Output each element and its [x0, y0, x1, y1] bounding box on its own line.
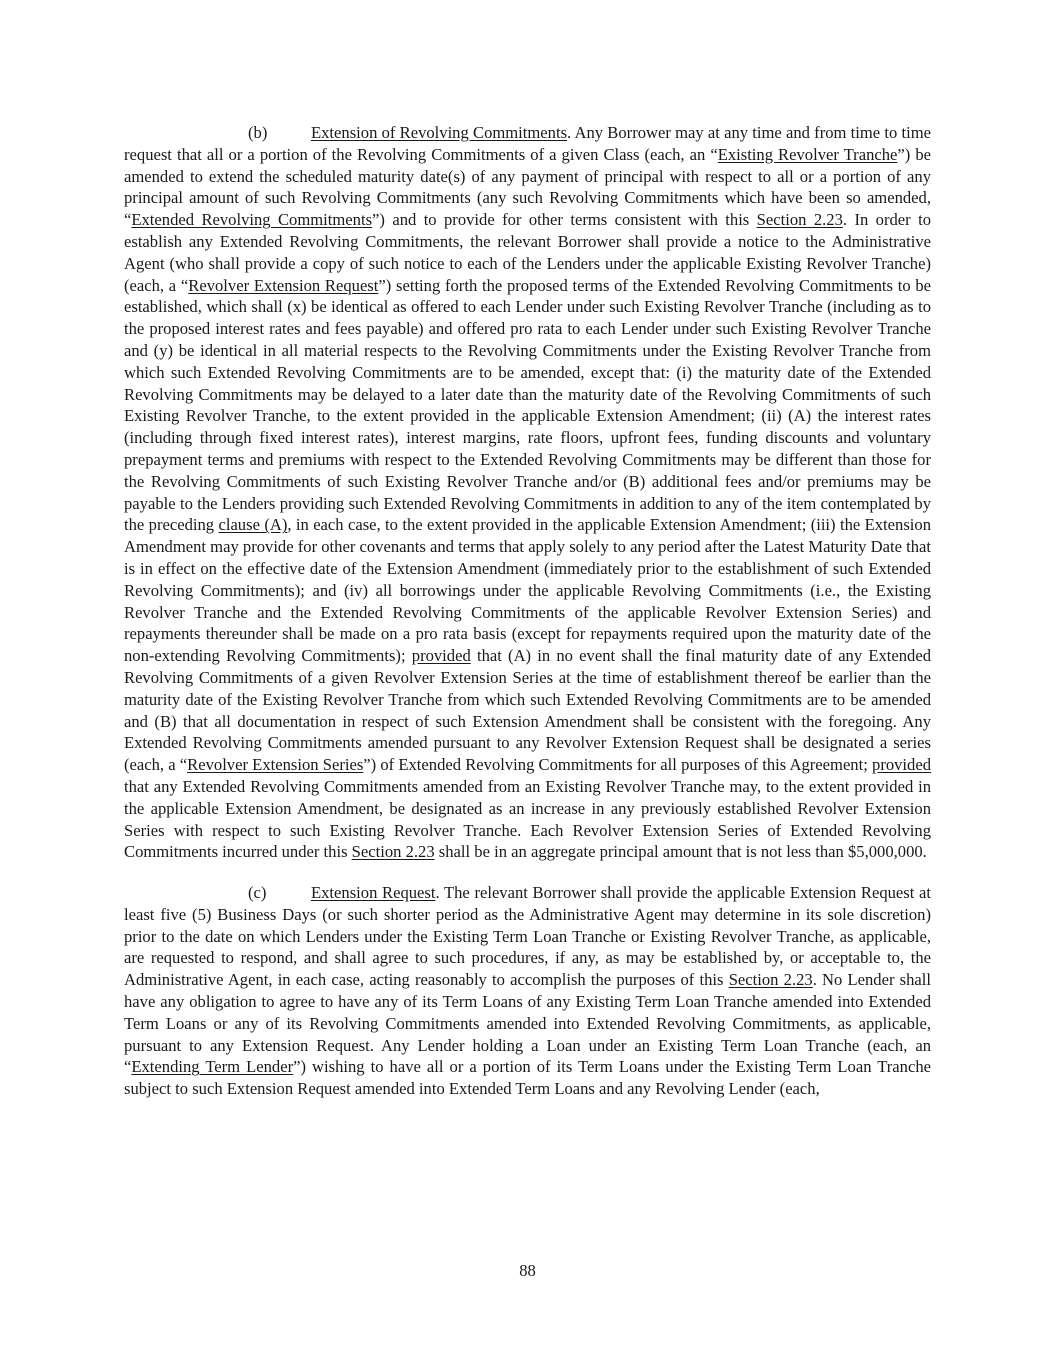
- clause-reference: clause (A): [218, 515, 288, 535]
- proviso-term: provided: [411, 646, 471, 666]
- section-heading: Extension Request: [311, 883, 436, 903]
- body-text: ”) of Extended Revolving Commitments for all purposes of this Agreement;: [363, 755, 873, 775]
- section-reference: Section 2.23: [351, 842, 435, 862]
- body-text: . In order to establish any Extended Revolving Commitments, the relevant Borrower shall provide a notice to the Administrative Agent (who shall provide a copy of such notice to each of the Lenders under the applicable Existing Revolver Tranche) (each, a “: [124, 210, 931, 295]
- defined-term: Extending Term Lender: [131, 1057, 294, 1077]
- defined-term: Extended Revolving Commitments: [131, 210, 373, 230]
- body-text: ”) setting forth the proposed terms of the Extended Revolving Commitments to be established, which shall (x) be identical as offered to each Lender under such Existing Revolver Tranche (including as to the proposed interest rates and fees payable) and offered pro rata to each Lender under such Existing Revolver Tranche and (y) be identical in all material respects to the Revolving Commitments under the Existing Revolver Tranche from which such Extended Revolving Commitments are to be amended, except that: (i) the maturity date of the Extended Revolving Commitments may be delayed to a later date than the maturity date of the Revolving Commitments of such Existing Revolver Tranche, to the extent provided in the applicable Extension Amendment; (ii) (A) the interest rates (including through fixed interest rates), interest margins, rate floors, upfront fees, funding discounts and voluntary prepayment terms and premiums with respect to the Extended Revolving Commitments may be different than those for the Revolving Commitments of such Existing Revolver Tranche and/or (B) additional fees and/or premiums may be payable to the Lenders providing such Extended Revolving Commitments in addition to any of the item contemplated by the preceding: [124, 275, 932, 535]
- proviso-term: provided: [872, 755, 932, 775]
- paragraph-c: [124, 882, 931, 1100]
- body-text: that (A) in no event shall the final maturity date of any Extended Revolving Commitments of a given Revolver Extension Series at the time of establishment thereof be earlier than the maturity date of the Existing Revolver Tranche from which such Extended Revolving Commitments are to be amended and (B) that all documentation in respect of such Extension Amendment shall be consistent with the foregoing. Any Extended Revolving Commitments amended pursuant to any Revolver Extension Request shall be designated a series (each, a “: [124, 646, 932, 775]
- body-text: ”) and to provide for other terms consistent with this: [372, 210, 757, 230]
- defined-term: Existing Revolver Tranche: [717, 144, 898, 164]
- section-reference: Section 2.23: [756, 210, 843, 230]
- body-text: . Any Borrower may at any time and from time to time request that all or a portion of the Revolving Commitments of a given Class (each, an “: [124, 123, 932, 164]
- body-text: ”) be amended to extend the scheduled maturity date(s) of any payment of principal with respect to all or a portion of any principal amount of such Revolving Commitments (any such Revolving Commitments which have been so amended, “: [124, 144, 932, 230]
- body-text: ”) wishing to have all or a portion of its Term Loans under the Existing Term Loan Tranche subject to such Extension Request amended into Extended Term Loans and any Revolving Lender (each,: [124, 1057, 931, 1099]
- body-text: . No Lender shall have any obligation to agree to have any of its Term Loans of any Existing Term Loan Tranche amended into Extended Term Loans or any of its Revolving Commitments amended into Extended Revolving Commitments, as applicable, pursuant to any Extension Request. Any Lender holding a Loan under an Existing Term Loan Tranche (each, an “: [124, 970, 931, 1077]
- defined-term: Revolver Extension Series: [187, 755, 364, 775]
- document-page: [124, 122, 931, 1100]
- paragraph-marker: (b): [248, 123, 268, 142]
- page-number: 88: [519, 1261, 536, 1280]
- body-text: . The relevant Borrower shall provide the applicable Extension Request at least five (5) Business Days (or such shorter period as the Administrative Agent may determine in its sole discretion) prior to the date on which Lenders under the Existing Term Loan Tranche or Existing Revolver Tranche, as applicable, are requested to respond, and shall agree to such procedures, if any, as may be established by, or acceptable to, the Administrative Agent, in each case, acting reasonably to accomplish the purposes of this: [124, 883, 931, 990]
- paragraph-marker: (c): [248, 883, 267, 903]
- section-heading: Extension of Revolving Commitments: [311, 123, 568, 142]
- section-reference: Section 2.23: [728, 970, 813, 990]
- body-text: shall be in an aggregate principal amount that is not less than $5,000,000.: [434, 842, 927, 862]
- body-text: , in each case, to the extent provided in the applicable Extension Amendment; (iii) the Extension Amendment may provide for other covenants and terms that apply solely to any period after the Latest Maturity Date that is in effect on the effective date of the Extension Amendment (immediately prior to the establishment of such Extended Revolving Commitments); and (iv) all borrowings under the applicable Revolving Commitments (i.e., the Existing Revolver Tranche and the Extended Revolving Commitments of the applicable Revolver Extension Series) and repayments thereunder shall be made on a pro rata basis (except for repayments required upon the maturity date of the non-extending Revolving Commitments);: [124, 515, 931, 666]
- body-text: that any Extended Revolving Commitments amended from an Existing Revolver Tranche may, to the extent provided in the applicable Extension Amendment, be designated as an increase in any previously established Revolver Extension Series with respect to such Existing Revolver Tranche. Each Revolver Extension Series of Extended Revolving Commitments incurred under this: [124, 776, 931, 862]
- defined-term: Revolver Extension Request: [188, 275, 379, 295]
- paragraph-b: [124, 122, 931, 863]
